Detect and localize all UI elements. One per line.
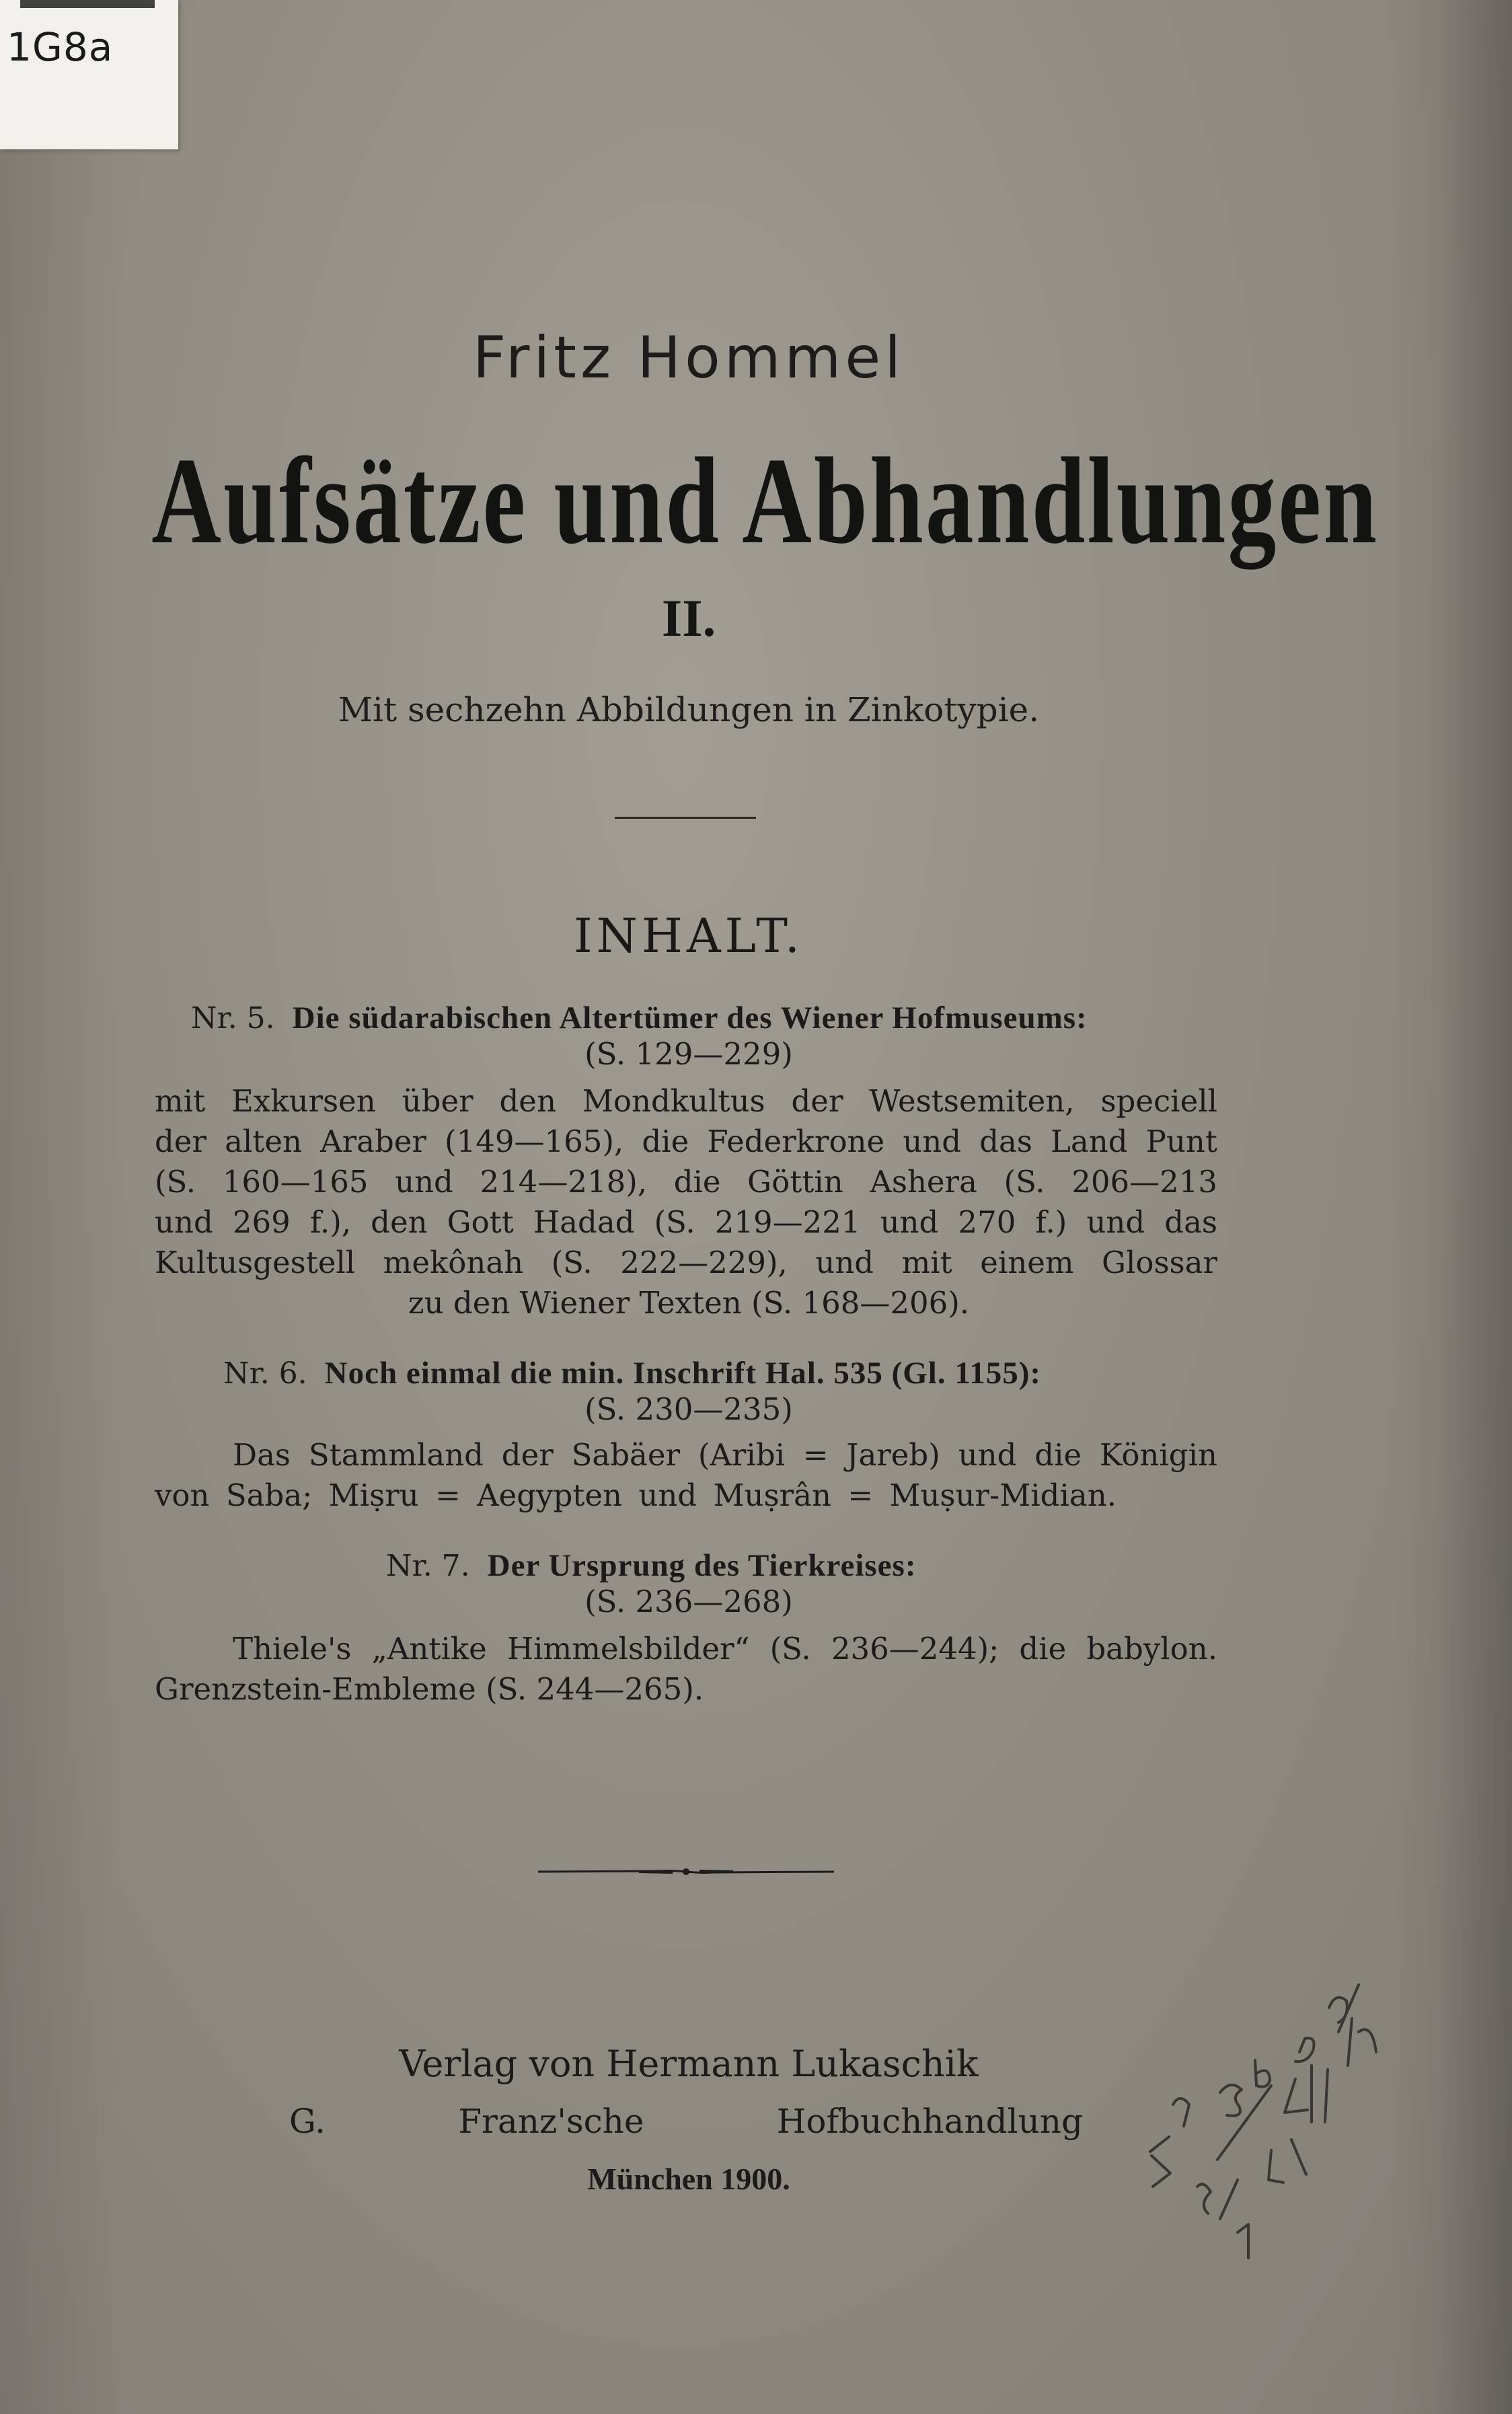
volume-number: II. [661, 589, 716, 647]
publisher-line-2: G. Franz'sche Hofbuchhandlung [289, 2102, 1083, 2141]
book-title: Aufsätze und Abhandlungen [151, 432, 1379, 569]
publisher-place-year: München 1900. [587, 2162, 790, 2196]
entry-7-line-1: Thiele's „Antike Himmelsbilder“ (S. 236—244); die babylon. [233, 1631, 1217, 1667]
contents-heading: INHALT. [574, 908, 804, 963]
entry-7-title: Der Ursprung des Tierkreises: [487, 1548, 917, 1583]
publisher-line-1: Verlag von Hermann Lukaschik [399, 2043, 979, 2085]
label-ink-mark [20, 0, 155, 8]
entry-6-line-2: von Saba; Miṣru = Aegypten und Muṣrân = Muṣur-Midian. [155, 1477, 1117, 1513]
divider-rule [615, 817, 756, 819]
entry-6-pages: (S. 230—235) [584, 1391, 793, 1427]
entry-6-heading [223, 1355, 1041, 1391]
page-edge-shadow [1438, 0, 1512, 2414]
entry-5-line-1: mit Exkursen über den Mondkultus der Westsemiten, speciell [155, 1083, 1217, 1119]
pencil-annotation-icon [1137, 1978, 1419, 2288]
entry-5-line-4: und 269 f.), den Gott Hadad (S. 219—221 und 270 f.) und das [155, 1204, 1217, 1240]
entry-5-pages: (S. 129—229) [584, 1036, 793, 1072]
entry-5-number: Nr. 5. [191, 1001, 275, 1035]
entry-7-pages: (S. 236—268) [584, 1584, 793, 1619]
entry-7-number: Nr. 7. [386, 1549, 470, 1583]
entry-5-line-6: zu den Wiener Texten (S. 168—206). [408, 1285, 970, 1321]
book-subtitle: Mit sechzehn Abbildungen in Zinkotypie. [338, 690, 1040, 729]
entry-5-line-3: (S. 160—165 und 214—218), die Göttin Ashera (S. 206—213 [155, 1164, 1217, 1200]
entry-5-line-2: der alten Araber (149—165), die Federkrone und das Land Punt [155, 1124, 1217, 1159]
entry-7-line-2: Grenzstein-Embleme (S. 244—265). [155, 1671, 704, 1707]
entry-6-line-1: Das Stammland der Sabäer (Aribi = Jareb) und die Königin [233, 1437, 1217, 1473]
library-label [0, 0, 178, 149]
entry-6-number: Nr. 6. [223, 1356, 307, 1391]
author-name: Fritz Hommel [472, 324, 905, 392]
entry-5-line-5: Kultusgestell mekônah (S. 222—229), und mit einem Glossar [155, 1245, 1217, 1280]
label-shelfmark: 1G8a [7, 24, 114, 70]
entry-6-title: Noch einmal die min. Inschrift Hal. 535 (Gl. 1155): [324, 1356, 1042, 1391]
ornament-rule [538, 1868, 834, 1876]
entry-5-title: Die südarabischen Altertümer des Wiener Hofmuseums: [292, 1000, 1088, 1035]
entry-7-heading [386, 1547, 916, 1584]
entry-5-heading [191, 1000, 1088, 1036]
